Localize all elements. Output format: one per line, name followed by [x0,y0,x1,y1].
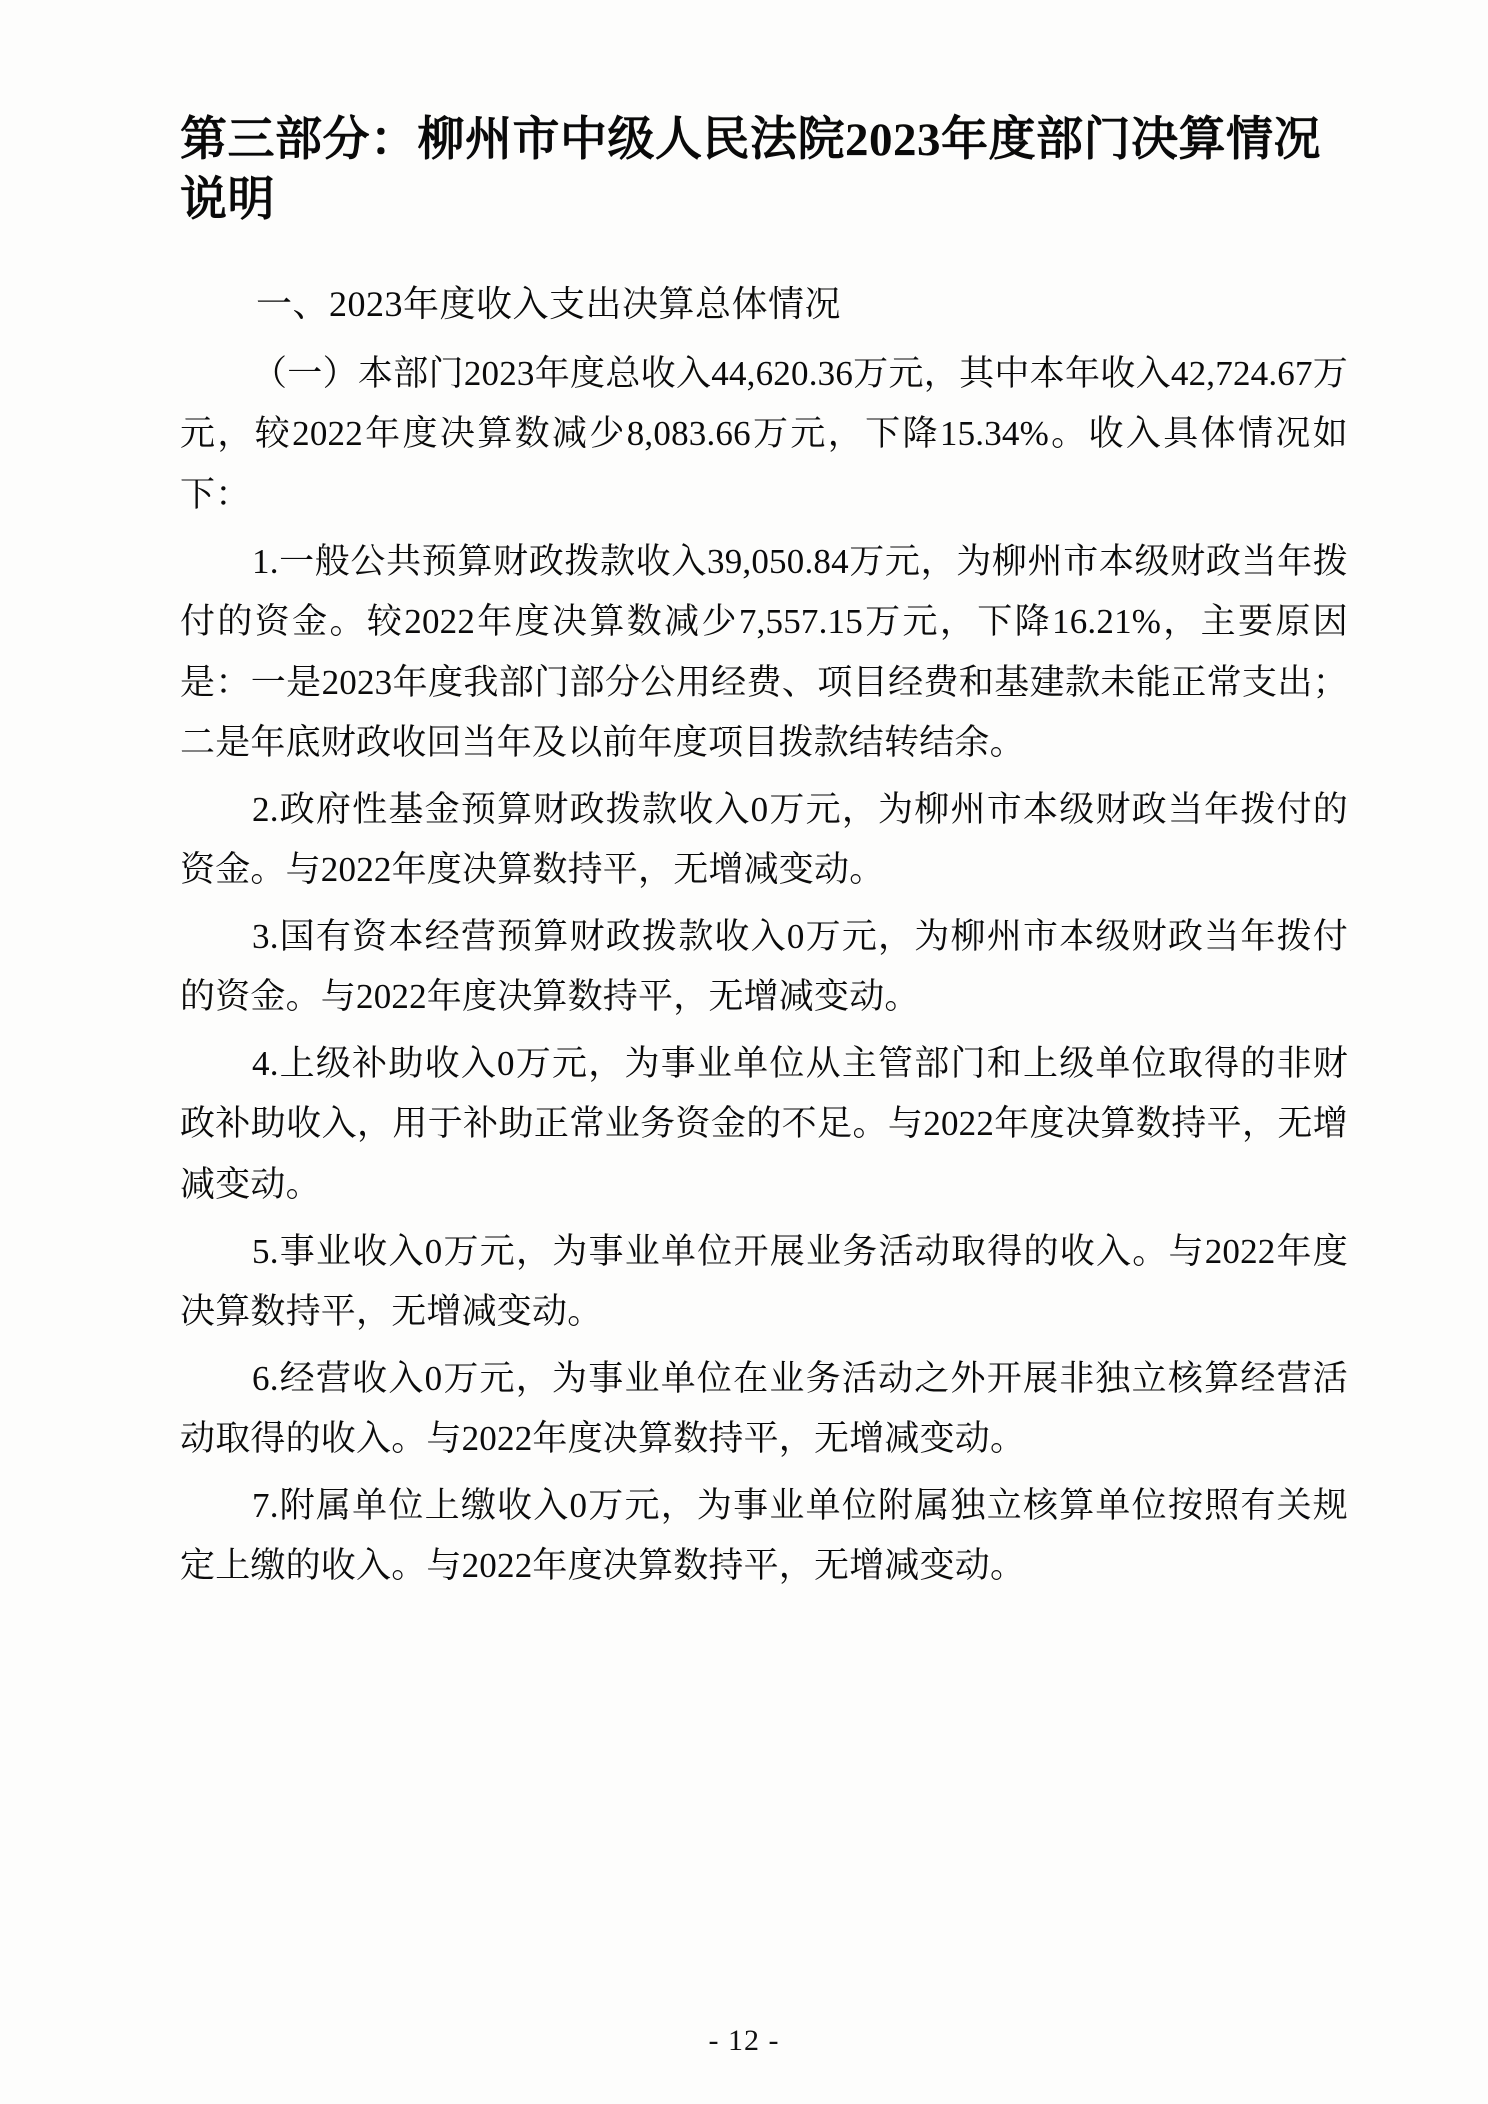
paragraph-7: 6.经营收入0万元，为事业单位在业务活动之外开展非独立核算经营活动取得的收入。与2022年度决算数持平，无增减变动。 [180,1358,1348,1459]
page-title: 第三部分：柳州市中级人民法院2023年度部门决算情况说明 [180,114,1321,227]
paragraph-5: 4.上级补助收入0万元，为事业单位从主管部门和上级单位取得的非财政补助收入，用于补助正常业务资金的不足。与2022年度决算数持平，无增减变动。 [180,1043,1348,1205]
page-number: - 12 - [708,2024,780,2057]
paragraph-4: 3.国有资本经营预算财政拨款收入0万元，为柳州市本级财政当年拨付的资金。与2022年度决算数持平，无增减变动。 [180,916,1348,1017]
paragraph-2: 1.一般公共预算财政拨款收入39,050.84万元，为柳州市本级财政当年拨付的资金。较2022年度决算数减少7,557.15万元，下降16.21%，主要原因是：一是2023年度我部门部分公用经费、项目经费和基建款未能正常支出；二是年底财政收回当年及以前年度项目拨款结转结余。 [180,541,1348,763]
paragraph-1: （一）本部门2023年度总收入44,620.36万元，其中本年收入42,724.67万元，较2022年度决算数减少8,083.66万元，下降15.34%。收入具体情况如下： [180,353,1348,514]
paragraph-3: 2.政府性基金预算财政拨款收入0万元，为柳州市本级财政当年拨付的资金。与2022年度决算数持平，无增减变动。 [180,789,1348,890]
paragraph-8: 7.附属单位上缴收入0万元，为事业单位附属独立核算单位按照有关规定上缴的收入。与2022年度决算数持平，无增减变动。 [180,1485,1348,1586]
paragraph-6: 5.事业收入0万元，为事业单位开展业务活动取得的收入。与2022年度决算数持平，无增减变动。 [180,1231,1348,1332]
section-heading: 一、2023年度收入支出决算总体情况 [256,284,842,325]
